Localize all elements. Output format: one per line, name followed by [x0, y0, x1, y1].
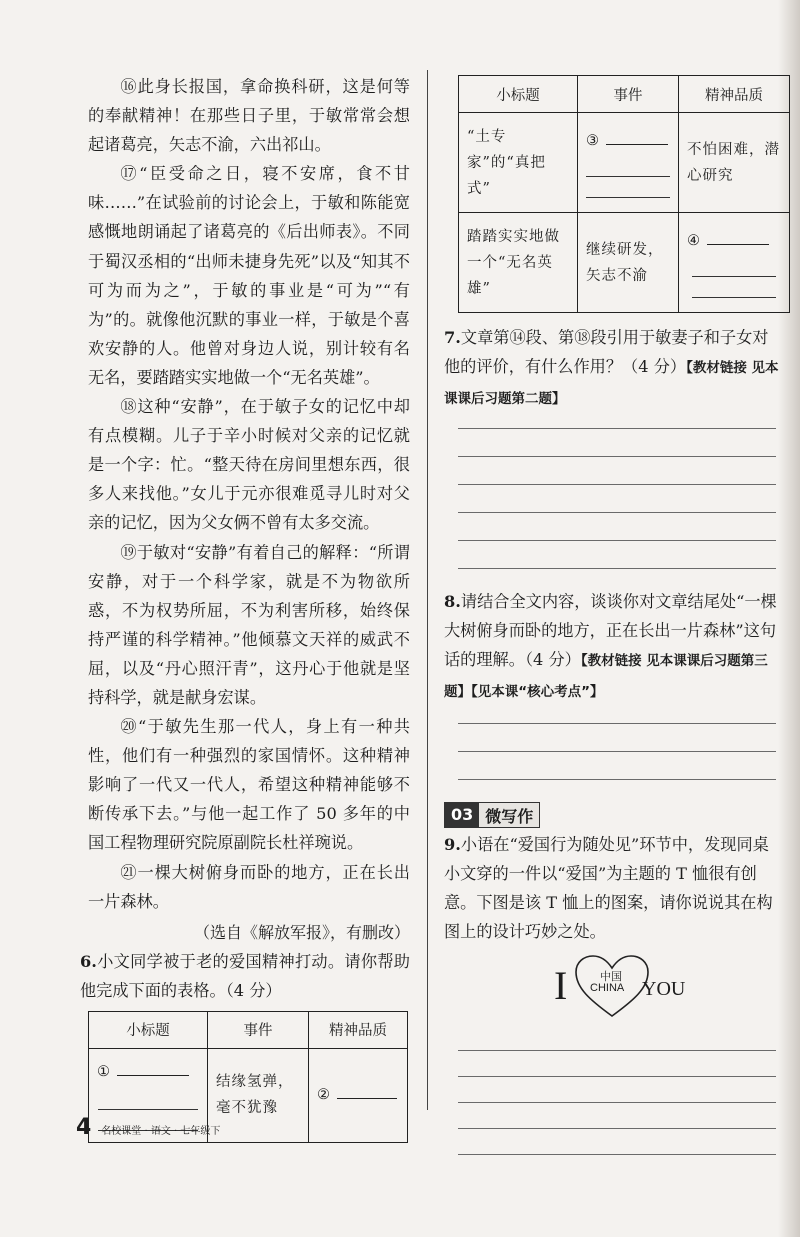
q9-answer-area[interactable] [444, 1050, 780, 1155]
q6-header-quality: 精神品质 [309, 1011, 408, 1048]
logo-heart-bottom: CHINA [590, 982, 625, 994]
row2-subtitle: 踏踏实实地做一个“无名英雄” [459, 213, 578, 313]
answer-line[interactable] [458, 456, 776, 457]
row2-quality [679, 213, 790, 313]
answer-blank-1a[interactable] [117, 1075, 189, 1076]
q6-cell-quality [309, 1048, 408, 1142]
question-9-number: 9. [444, 835, 461, 854]
paragraph-19: ⑲于敏对“安静”有着自己的解释：“所谓安静，对于一个科学家，就是不为物欲所惑，不为权势所屈，不为利害所移，始终保持严谨的科学精神。”他倾慕文天祥的威武不屈，以及“丹心照汗青”，这丹心于他就是坚持科学，就是献身宏谋。 [88, 542, 410, 707]
answer-line[interactable] [458, 540, 776, 541]
question-7-number: 7. [444, 328, 461, 347]
q6-cell-event [208, 1048, 309, 1142]
row1-quality: 不怕困难，潜心研究 [679, 113, 790, 213]
answer-line[interactable] [458, 1128, 776, 1129]
marker-3: ③ [586, 132, 600, 149]
article-source: （选自《解放军报》，有删改） [193, 922, 410, 942]
logo-you: YOU [642, 978, 686, 1000]
column-divider [427, 70, 428, 1110]
paragraph-17: ⑰“臣受命之日，寝不安席，食不甘味……”在试验前的讨论会上，于敏和陈能宽感慨地朗诵起了诸葛亮的《后出师表》。不同于蜀汉丞相的“出师未捷身先死”以及“知其不可为而为之”，于敏的事业是“可为”“有为”的。就像他沉默的事业一样，于敏是个喜欢安静的人。他曾对身边人说，别计较有名无名，要踏踏实实地做一个“无名英雄”。 [88, 164, 410, 387]
paragraph-16: ⑯此身长报国，拿命换科研，这是何等的奉献精神！在那些日子里，于敏常常会想起诸葛亮，矢志不渝，六出祁山。 [88, 77, 410, 155]
question-8-note: 【教材链接 见本课课后习题第三题】【见本课“核心考点”】 [444, 653, 768, 700]
answer-blank-3a[interactable] [606, 144, 668, 145]
answer-blank-4b[interactable] [692, 276, 776, 277]
answer-blank-4a[interactable] [707, 244, 769, 245]
answer-line[interactable] [458, 1076, 776, 1077]
q6-table-continued [458, 75, 790, 313]
answer-line[interactable] [458, 723, 776, 724]
page-footer [76, 1115, 220, 1140]
answer-line[interactable] [458, 1050, 776, 1051]
page-number: 4 [76, 1115, 92, 1140]
q7-answer-area[interactable] [444, 428, 780, 569]
table-header-subtitle: 小标题 [459, 76, 578, 113]
section-number: 03 [445, 803, 479, 827]
question-7-text: 文章第⑭段、第⑱段引用于敏妻子和子女对他的评价，有什么作用？（4 分） [444, 328, 769, 376]
question-6-number: 6. [80, 951, 97, 971]
table-header-event: 事件 [578, 76, 679, 113]
table-header-quality: 精神品质 [679, 76, 790, 113]
q8-answer-area[interactable] [444, 723, 780, 780]
paragraph-20: ⑳“于敏先生那一代人，身上有一种共性，他们有一种强烈的家国情怀。这种精神影响了一代又一代人，希望这种精神能够不断传承下去。”与他一起工作了 50 多年的中国工程物理研究院原副院长杜祥琬说。 [88, 717, 410, 853]
question-7 [444, 323, 780, 414]
paragraph-18: ⑱这种“安静”，在于敏子女的记忆中却有点模糊。儿子于辛小时候对父亲的记忆就是一个字：忙。“整天待在房间里想东西，很多人来找他。”女儿于元亦很难觅寻儿时对父亲的记忆，因为父女俩不曾有太多交流。 [88, 397, 410, 533]
section-tag [444, 802, 540, 828]
question-8-text: 请结合全文内容，谈谈你对文章结尾处“一棵大树俯身而卧的地方，正在长出一片森林”这句话的理解。（4 分） [444, 592, 777, 669]
question-6-text: 小文同学被于老的爱国精神打动。请你帮助他完成下面的表格。（4 分） [80, 951, 410, 1000]
row1-subtitle: “土专家”的“真把式” [459, 113, 578, 213]
answer-line[interactable] [458, 568, 776, 569]
question-7-note: 【教材链接 见本课课后习题第二题】 [444, 360, 779, 407]
section-title: 微写作 [485, 806, 534, 826]
right-column [444, 75, 780, 1155]
answer-line[interactable] [458, 484, 776, 485]
tshirt-logo [444, 954, 780, 1020]
question-9 [444, 830, 780, 946]
answer-line[interactable] [458, 1102, 776, 1103]
q6-header-event: 事件 [208, 1011, 309, 1048]
answer-blank-2[interactable] [337, 1098, 397, 1099]
row1-event [578, 113, 679, 213]
answer-line[interactable] [458, 751, 776, 752]
answer-line[interactable] [458, 779, 776, 780]
answer-blank-3c[interactable] [586, 197, 670, 198]
q6-header-subtitle: 小标题 [89, 1011, 208, 1048]
question-9-text: 小语在“爱国行为随处见”环节中，发现同桌小文穿的一件以“爱国”为主题的 T 恤很有创意。下图是该 T 恤上的图案，请你说说其在构图上的设计巧妙之处。 [444, 835, 773, 941]
answer-blank-4c[interactable] [692, 297, 776, 298]
row2-event: 继续研发，矢志不渝 [578, 213, 679, 313]
marker-4: ④ [687, 232, 701, 249]
logo-heart-top: 中国 [600, 970, 622, 983]
marker-1: ① [97, 1064, 111, 1081]
q6-event-text: 结缘氢弹，毫不犹豫 [216, 1074, 294, 1117]
footer-text: 名校课堂 · 语文 · 七年级下 [101, 1126, 221, 1137]
answer-blank-3b[interactable] [586, 176, 670, 177]
question-6 [80, 947, 410, 1005]
question-8 [444, 587, 780, 707]
left-column [80, 72, 410, 1143]
answer-line[interactable] [458, 428, 776, 429]
answer-blank-1b[interactable] [98, 1109, 198, 1110]
question-8-number: 8. [444, 592, 461, 611]
marker-2: ② [317, 1087, 331, 1104]
paragraph-21: ㉑一棵大树俯身而卧的地方，正在长出一片森林。 [88, 862, 410, 911]
section-heading-row [444, 802, 780, 828]
logo-letter-i: I [554, 963, 568, 1008]
answer-line[interactable] [458, 1154, 776, 1155]
answer-line[interactable] [458, 512, 776, 513]
